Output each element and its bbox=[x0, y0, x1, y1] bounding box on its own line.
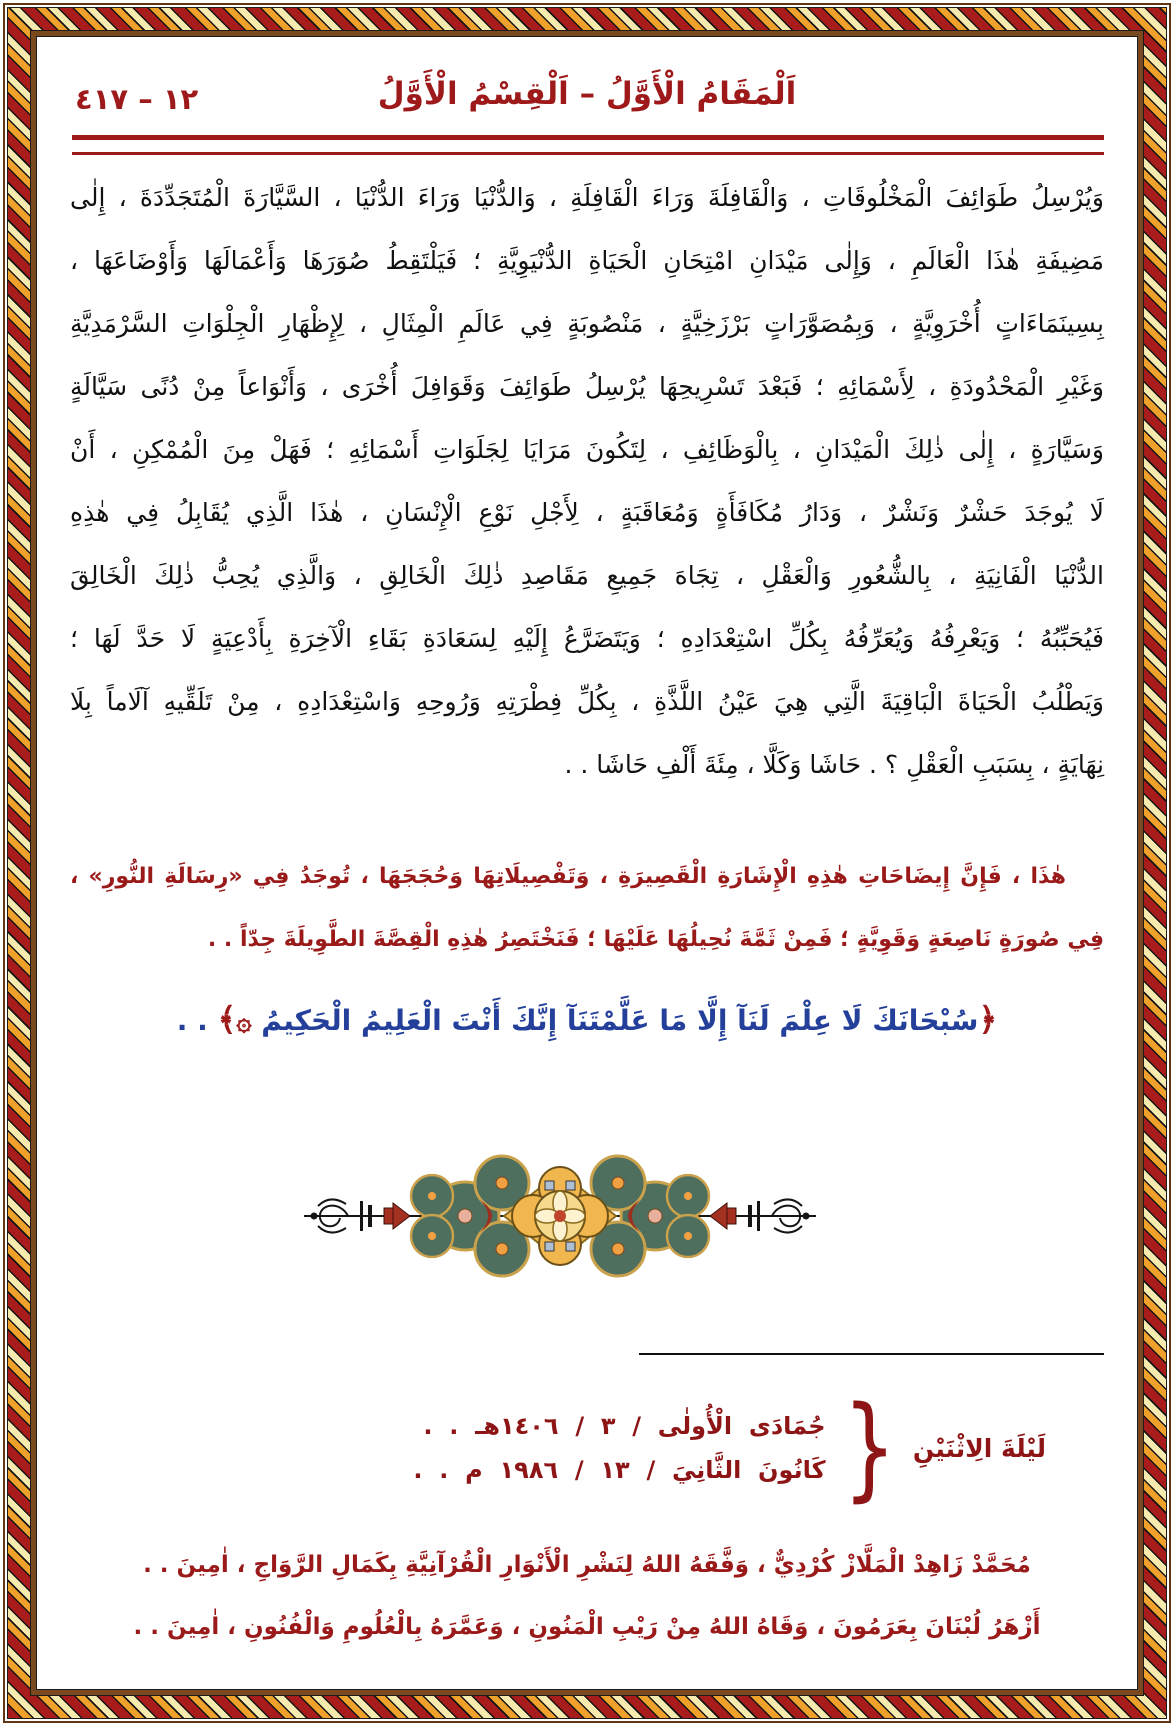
date-brace: } bbox=[842, 1383, 896, 1513]
footnote-separator bbox=[639, 1353, 1104, 1355]
body-line: لَا يُوجَدَ حَشْرٌ وَنَشْرٌ ، وَدَارُ مُكَافَأَةٍ وَمُعَاقَبَةٍ ، لِأَجْلِ نَوْعِ الْإِنْسَانِ ، هٰذَا الَّذِي يُقَابِلُ فِي هٰذِهِ bbox=[70, 498, 1104, 527]
verse-opening-bracket-icon: ﴿ bbox=[978, 1000, 998, 1038]
body-line: نِهَايَةٍ ، بِسَبَبِ الْعَقْلِ ؟ . حَاشَا وَكَلَّا ، مِئَةَ أَلْفِ حَاشَا . . bbox=[564, 750, 1104, 779]
date-block bbox=[413, 1383, 1046, 1513]
floral-divider-ornament-icon bbox=[300, 1146, 820, 1286]
page-number: ١٢ – ٤١٧ bbox=[75, 82, 199, 116]
body-paragraph bbox=[70, 166, 1104, 796]
body-line: وَيَطْلُبُ الْحَيَاةَ الْبَاقِيَةَ الَّتِي هِيَ عَيْنُ اللَّذَّةِ ، بِكُلِّ فِطْرَتِهِ وَرُوحِهِ وَاسْتِعْدَادِهِ ، مِنْ تَلَقِّيهِ آلَاماً بِلَا bbox=[70, 687, 1104, 716]
header-double-rule bbox=[72, 135, 1104, 155]
body-line: مَضِيفَةِ هٰذَا الْعَالَمِ ، وَإِلٰى مَيْدَانِ امْتِحَانِ الْحَيَاةِ الدُّنْيَوِيَّةِ ؛ فَيَلْتَقِطُ صُوَرَهَا وَأَعْمَالَهَا وَأَوْضَاعَهَا ، bbox=[70, 246, 1104, 275]
verse-text: سُبْحَانَكَ لَا عِلْمَ لَنَآ إِلَّا مَا عَلَّمْتَنَآ إِنَّكَ أَنْتَ الْعَلِيمُ الْحَكِيمُ bbox=[261, 1004, 979, 1037]
page-title: اَلْمَقَامُ الْأَوَّلُ – اَلْقِسْمُ الْأَوَّلُ bbox=[377, 76, 797, 112]
rub-el-hizb-icon: ۞ bbox=[236, 1007, 252, 1037]
body-line: فَيُحَبِّبُهُ ؛ وَيَعْرِفُهُ وَيُعَرِّفُهُ بِكُلِّ اسْتِعْدَادِهِ ؛ وَيَتَضَرَّعُ إِلَيْهِ لِسَعَادَةِ بَقَاءِ الْآخِرَةِ بِأَدْعِيَةٍ لَا حَدَّ لَهَا ؛ bbox=[70, 624, 1104, 653]
signature-line-1: مُحَمَّدْ زَاهِدْ الْمَلَّازْ كُرْدِيٌّ ، وَفَّقَهُ اللهُ لِنَشْرِ الْأَنْوَارِ الْقُرْآنِيَّةِ بِكَمَالِ الرَّوَاجِ ، اٰمِينَ . . bbox=[143, 1552, 1031, 1578]
gregorian-date: كَانُونَ الثَّانِيَ / ١٣ / ١٩٨٦ م . . bbox=[413, 1456, 826, 1484]
body-line: وَسَيَّارَةٍ ، إِلٰى ذٰلِكَ الْمَيْدَانِ ، بِالْوَظَائِفِ ، لِتَكُونَ مَرَايَا لِجَلَوَاتِ أَسْمَائِهِ ؛ فَهَلْ مِنَ الْمُمْكِنِ ، أَنْ bbox=[70, 435, 1104, 464]
verse-trailing-dots: . . bbox=[176, 1004, 208, 1037]
body-line: بِسِينَمَاءَاتٍ أُخْرَوِيَّةٍ ، وَبِمُصَوَّرَاتٍ بَرْزَخِيَّةٍ ، مَنْصُوبَةٍ فِي عَالَمِ الْمِثَالِ ، لِإِظْهَارِ الْجِلْوَاتِ السَّرْمَدِيَّةِ bbox=[70, 309, 1104, 338]
night-label: لَيْلَةَ الِاثْنَيْنِ bbox=[912, 1433, 1046, 1463]
date-lines bbox=[413, 1412, 825, 1484]
note-line: فِي صُورَةٍ نَاصِعَةٍ وَقَوِيَّةٍ ؛ فَمِنْ ثَمَّةَ نُحِيلُهَا عَلَيْهَا ؛ فَنَخْتَصِرُ هٰذِهِ الْقِصَّةَ الطَّوِيلَةَ جِدّاً . . bbox=[207, 927, 1104, 952]
body-line: وَيُرْسِلُ طَوَائِفَ الْمَخْلُوقَاتِ ، وَالْقَافِلَةَ وَرَاءَ الْقَافِلَةِ ، وَالدُّنْيَا وَرَاءَ الدُّنْيَا ، السَّيَّارَةَ الْمُتَجَدِّدَةَ ، إِلٰى bbox=[70, 183, 1104, 212]
hijri-date: جُمَادَى الْأُولٰى / ٣ / ١٤٠٦هـ . . bbox=[423, 1412, 826, 1440]
quran-verse bbox=[0, 993, 1174, 1048]
signature-line-2: أَزْهَرُ لُبْنَانَ بِعَرَمُونَ ، وَقَاهُ اللهُ مِنْ رَيْبِ الْمَنُونِ ، وَعَمَّرَهُ بِالْعُلُومِ وَالْفُنُونِ ، اٰمِينَ . . bbox=[133, 1614, 1041, 1640]
body-line: الدُّنْيَا الْفَانِيَةِ ، بِالشُّعُورِ وَالْعَقْلِ ، تِجَاهَ جَمِيعِ مَقَاصِدِ ذٰلِكَ الْخَالِقِ ، وَالَّذِي يُحِبُّ ذٰلِكَ الْخَالِقَ bbox=[70, 561, 1104, 590]
body-line: وَغَيْرِ الْمَحْدُودَةِ ، لِأَسْمَائِهِ ؛ فَبَعْدَ تَسْرِيحِهَا يُرْسِلُ طَوَائِفَ وَقَوَافِلَ أُخْرَى ، وَأَنْوَاعاً مِنْ دُنًى سَيَّالَةٍ bbox=[70, 372, 1104, 401]
verse-closing-bracket-icon: ﴾ bbox=[217, 1000, 237, 1038]
note-paragraph bbox=[70, 845, 1104, 971]
note-line: هٰذَا ، فَإِنَّ إِيضَاحَاتِ هٰذِهِ الْإِشَارَةِ الْقَصِيرَةِ ، وَتَفْصِيلَاتِهَا وَحُجَجَهَا ، تُوجَدُ فِي «رِسَالَةِ النُّورِ» ، bbox=[70, 864, 1066, 889]
